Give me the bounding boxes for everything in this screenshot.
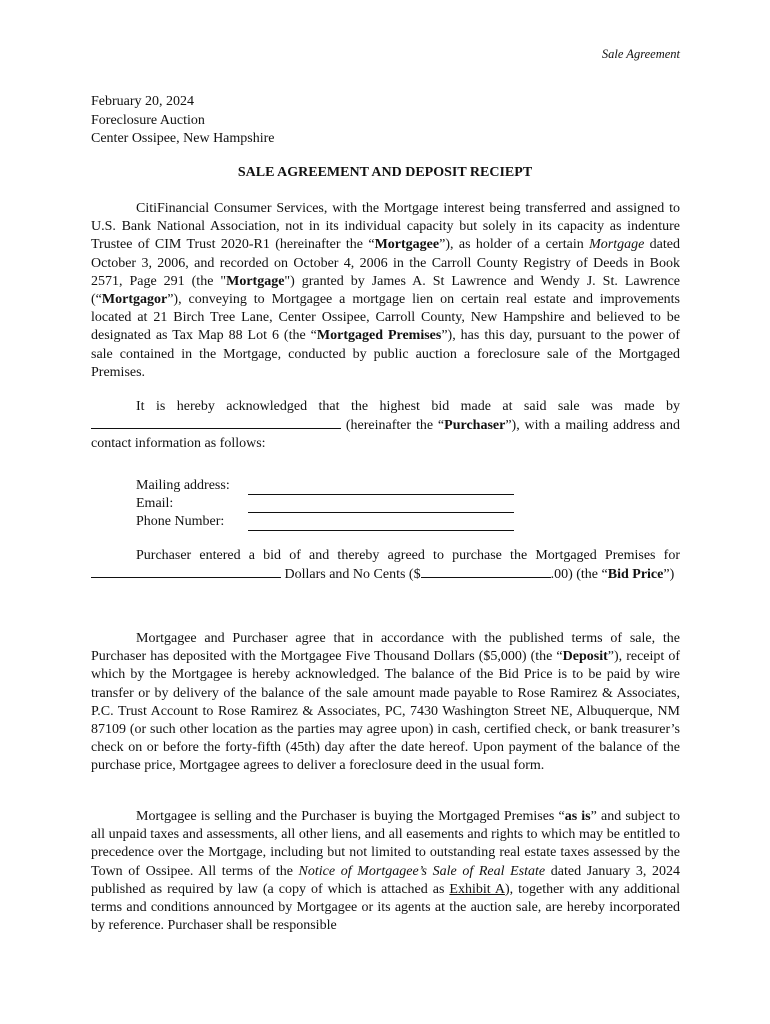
- email-blank[interactable]: [248, 500, 514, 513]
- intro-block: [91, 93, 275, 149]
- paragraph-as-is: [91, 808, 680, 935]
- p5-text-2: ” and subject to all unpaid taxes and assessments, all other liens, and all easements and rights to which may be entitled to precedence over the Mortgage, including but not limited to outstanding real estate taxes assessed by the Town of Ossipee. All terms of the: [91, 809, 680, 879]
- p1-text-3: dated October 3, 2006, and recorded on October 4, 2006 in the Carroll County Registry of Deeds in Book 2571, Page 291 (the ": [91, 237, 680, 289]
- phone-label: Phone Number:: [136, 514, 225, 529]
- p2-text-1: It is hereby acknowledged that the highest bid made at said sale was made by: [136, 399, 680, 414]
- mailing-address-row: [136, 477, 514, 495]
- term-purchaser: Purchaser: [444, 418, 506, 434]
- p3-text-1: Purchaser entered a bid of and thereby agreed to purchase the Mortgaged Premises for: [136, 548, 680, 563]
- term-mortgage-italic: Mortgage: [589, 237, 645, 253]
- p4-text-2: ”), receipt of which by the Mortgagee is hereby acknowledged. The balance of the Bid Price is to be paid by wire transfer or by delivery of the balance of the sale amount made payable to Rose Ramirez & Associates, P.C. Trust Account to Rose Ramirez & Associates, PC, 7430 Washington Street NE, Albuquerque, NM 87109 (or such other location as the parties may agree upon) in cash, certified check, or bank treasurer’s check on or before the forty-fifth (45th) day after the date hereof. Upon payment of the balance of the purchase price, Mortgagee agrees to deliver a foreclosure deed in the usual form.: [91, 649, 680, 774]
- p1-text-6: ”), has this day, pursuant to the power of sale contained in the Mortgage, conducted by public auction a foreclosure sale of the Mortgaged Premises.: [91, 328, 680, 380]
- paragraph-purchaser: [91, 398, 680, 454]
- p1-text-5: ”), conveying to Mortgagee a mortgage lien on certain real estate and improvements located at 21 Birch Tree Lane, Center Ossipee, Carroll County, New Hampshire and believed to be designated as Tax Map 88 Lot 6 (the “: [91, 292, 680, 344]
- event-location: Center Ossipee, New Hampshire: [91, 131, 275, 146]
- term-mortgaged-premises: Mortgaged Premises: [316, 328, 442, 344]
- phone-blank[interactable]: [248, 518, 514, 531]
- event-name: Foreclosure Auction: [91, 112, 205, 128]
- term-bid-price: Bid Price: [607, 567, 664, 583]
- term-mortgagee: Mortgagee: [374, 237, 440, 253]
- term-deposit: Deposit: [562, 649, 608, 665]
- running-header: Sale Agreement: [601, 47, 680, 61]
- p3-text-3: .00) (the “: [550, 567, 608, 583]
- p4-text-1: Mortgagee and Purchaser agree that in accordance with the published terms of sale, the Purchaser has deposited with the Mortgagee Five Thousand Dollars ($5,000) (the “: [91, 631, 680, 665]
- term-as-is: as is: [564, 809, 591, 824]
- phone-row: [136, 513, 514, 531]
- mailing-address-blank[interactable]: [248, 482, 514, 495]
- p5-text-3: dated January 3, 2024 published as required by law (a copy of which is attached as: [91, 863, 680, 897]
- paragraph-parties: [91, 200, 680, 382]
- email-row: [136, 495, 514, 513]
- email-label: Email:: [136, 496, 174, 511]
- term-mortgagor: Mortgagor: [101, 292, 168, 308]
- exhibit-a-link: Exhibit A: [449, 881, 505, 897]
- contact-info: [136, 477, 514, 531]
- p1-text-4: ") granted by James A. St Lawrence and Wendy J. St. Lawrence (“: [91, 273, 680, 308]
- notice-title: Notice of Mortgagee’s Sale of Real Estate: [298, 863, 546, 879]
- p5-text-4: ), together with any additional terms and conditions announced by Mortgagee or its agents at the auction sale, are hereby incorporated by reference. Purchaser shall be responsible: [91, 881, 680, 934]
- purchaser-name-blank[interactable]: [91, 416, 341, 429]
- p5-text-1: Mortgagee is selling and the Purchaser is buying the Mortgaged Premises “: [136, 809, 565, 824]
- bid-amount-number-blank[interactable]: [421, 565, 551, 578]
- paragraph-deposit: [91, 630, 680, 776]
- p1-text-1: CitiFinancial Consumer Services, with the Mortgage interest being transferred and assigned to U.S. Bank National Association, not in its individual capacity but solely in its capacity as indenture Trustee of CIM Trust 2020-R1 (hereinafter the “: [91, 201, 680, 253]
- p2-text-3: ”), with a mailing address and contact information as follows:: [91, 418, 680, 452]
- paragraph-bid-price: [91, 547, 680, 584]
- p1-text-2: ”), as holder of a certain: [439, 237, 590, 253]
- p3-text-2: Dollars and No Cents ($: [281, 567, 421, 583]
- p3-text-4: ”): [663, 567, 675, 583]
- mailing-address-label: Mailing address:: [136, 478, 230, 493]
- document-date: February 20, 2024: [91, 94, 195, 109]
- term-mortgage: Mortgage: [226, 273, 285, 289]
- bid-amount-words-blank[interactable]: [91, 565, 281, 578]
- document-title: SALE AGREEMENT AND DEPOSIT RECIEPT: [237, 165, 533, 180]
- p2-text-2: (hereinafter the “: [341, 418, 445, 434]
